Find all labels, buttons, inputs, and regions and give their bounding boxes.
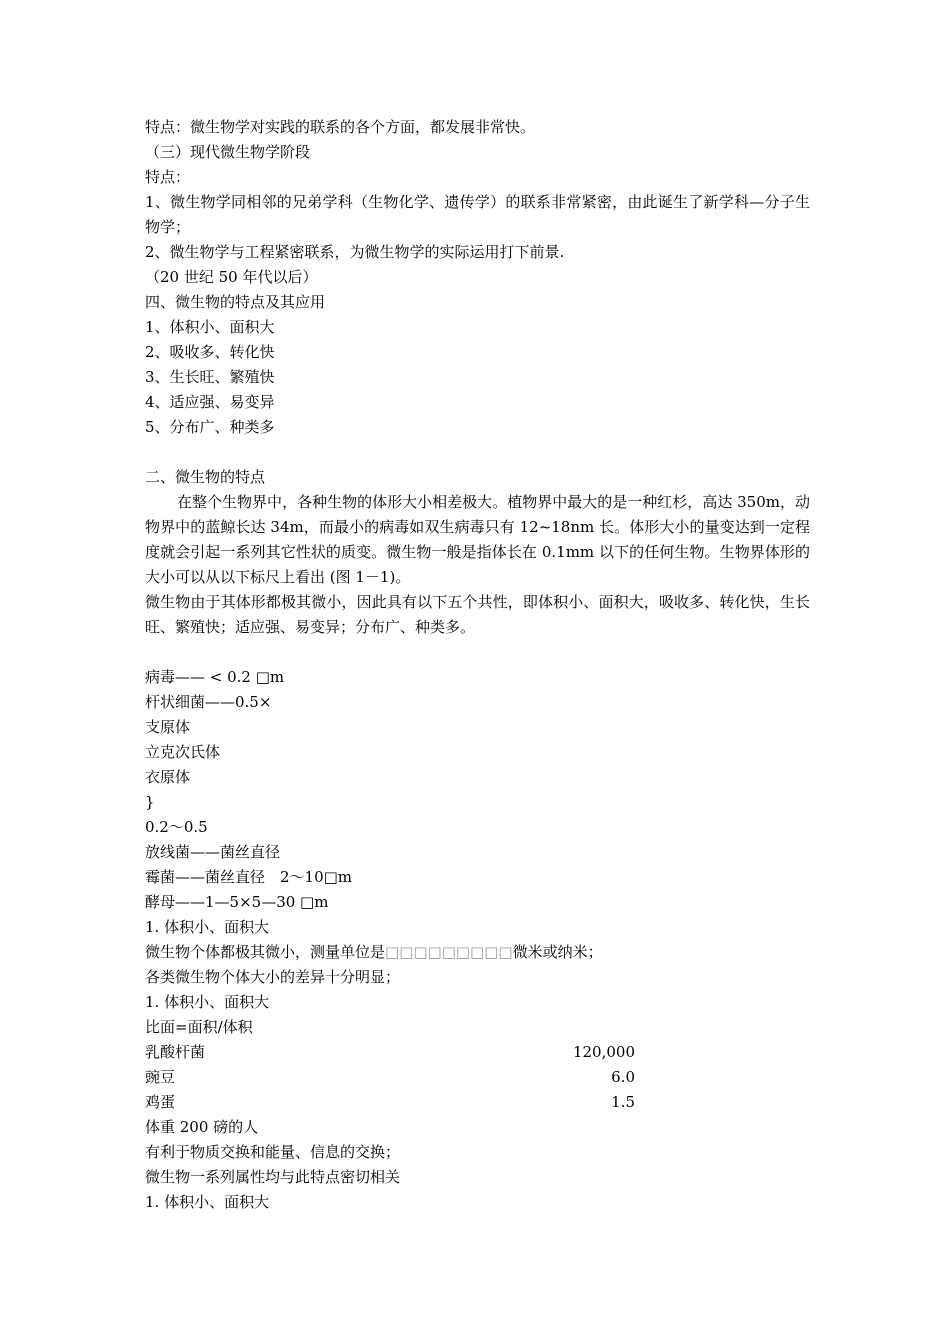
closing-line-2: 微生物一系列属性均与此特点密切相关 <box>145 1168 401 1186</box>
measurement-line <box>145 940 810 965</box>
ratio-row-human <box>145 1115 635 1140</box>
section4-item-1: 1、体积小、面积大 <box>145 318 275 336</box>
scale-item-rickettsia: 立克次氏体 <box>145 743 221 761</box>
ratio-formula: 比面=面积/体积 <box>145 1018 253 1036</box>
stage3-point-1: 1、微生物学同相邻的兄弟学科（生物化学、遗传学）的联系非常紧密，由此诞生了新学科—分子生物学； <box>145 193 810 236</box>
characteristics-paragraph-2: 微生物由于其体形都极其微小，因此具有以下五个共性，即体积小、面积大，吸收多、转化快，生长旺、繁殖快；适应强、易变异；分布广、种类多。 <box>145 593 810 636</box>
ratio-value: 1.5 <box>611 1093 635 1111</box>
characteristics-heading: 二、微生物的特点 <box>145 468 266 486</box>
section4-item-3: 3、生长旺、繁殖快 <box>145 368 275 386</box>
scale-item-mycoplasma: 支原体 <box>145 718 191 736</box>
ratio-name: 鸡蛋 <box>145 1093 176 1111</box>
scale-item-bacillus: 杆状细菌——0.5× <box>145 693 272 711</box>
closing-line-3: 1. 体积小、面积大 <box>145 1193 270 1211</box>
stage3-point-2: 2、微生物学与工程紧密联系，为微生物学的实际运用打下前景. <box>145 243 565 261</box>
section4-item-5: 5、分布广、种类多 <box>145 418 275 436</box>
missing-glyph-boxes: □□□□□□□□□ <box>385 943 513 961</box>
stage3-feature-label: 特点： <box>145 168 191 186</box>
scale-item-range: 0.2～0.5 <box>145 818 208 836</box>
subheading-small-size: 1. 体积小、面积大 <box>145 918 270 936</box>
ratio-row-pea <box>145 1065 635 1090</box>
ratio-name: 豌豆 <box>145 1068 176 1086</box>
ratio-name: 乳酸杆菌 <box>145 1043 206 1061</box>
feature-practice-line: 特点：微生物学对实践的联系的各个方面，都发展非常快。 <box>145 118 536 136</box>
size-difference-line: 各类微生物个体大小的差异十分明显； <box>145 968 401 986</box>
ratio-value <box>555 1115 635 1140</box>
closing-line-1: 有利于物质交换和能量、信息的交换； <box>145 1143 401 1161</box>
document-page <box>145 115 810 1215</box>
scale-item-actinomycete: 放线菌——菌丝直径 <box>145 843 281 861</box>
scale-item-brace: } <box>145 793 155 811</box>
ratio-row-lactobacillus <box>145 1040 635 1065</box>
measurement-prefix: 微生物个体都极其微小，测量单位是 <box>145 943 386 961</box>
scale-item-chlamydia: 衣原体 <box>145 768 191 786</box>
scale-item-yeast: 酵母——1—5×5—30 □m <box>145 893 329 911</box>
stage3-period: （20 世纪 50 年代以后） <box>145 268 318 286</box>
scale-item-mold: 霉菌——菌丝直径 2～10□m <box>145 868 353 886</box>
ratio-name: 体重 200 磅的人 <box>145 1118 259 1136</box>
spacer <box>145 640 810 665</box>
spacer <box>145 440 810 465</box>
ratio-row-egg <box>145 1090 635 1115</box>
section4-item-2: 2、吸收多、转化快 <box>145 343 275 361</box>
characteristics-paragraph-1: 在整个生物界中，各种生物的体形大小相差极大。植物界中最大的是一种红杉，高达 350m，动物界中的蓝鲸长达 34m，而最小的病毒如双生病毒只有 12~18nm 长。体形大小的量变达到一定程度就会引起一系列其它性状的质变。微生物一般是指体长在 0.1mm 以下的任何生物。生物界体形的大小可以从以下标尺上看出 (图 1－1)。 <box>145 493 810 586</box>
measurement-suffix: 微米或纳米； <box>512 943 603 961</box>
scale-item-virus: 病毒—— < 0.2 □m <box>145 668 285 686</box>
stage3-heading: （三）现代微生物学阶段 <box>145 143 311 161</box>
ratio-value: 6.0 <box>611 1068 635 1086</box>
section4-item-4: 4、适应强、易变异 <box>145 393 275 411</box>
section4-heading: 四、微生物的特点及其应用 <box>145 293 326 311</box>
ratio-heading: 1. 体积小、面积大 <box>145 993 270 1011</box>
ratio-value: 120,000 <box>572 1043 635 1061</box>
